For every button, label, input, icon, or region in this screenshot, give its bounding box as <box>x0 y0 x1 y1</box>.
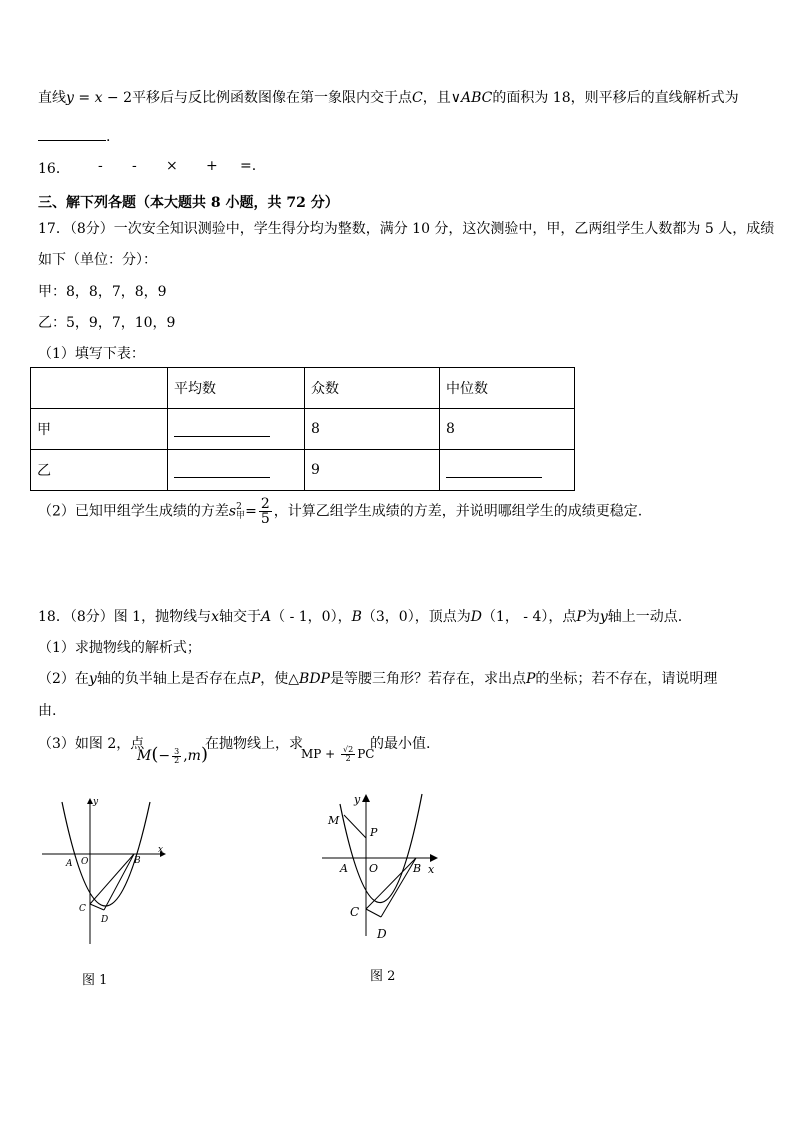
label-B: B <box>134 856 141 866</box>
q16-symbol: - <box>132 158 137 174</box>
table-header-cell: 众数 <box>305 368 440 409</box>
q17-line1: 17．（8分）一次安全知识测验中，学生得分均为整数，满分 10 分，这次测验中，甲，乙两组学生人数都为 5 人，成绩 <box>38 221 775 237</box>
q17-line2: 如下（单位：分）： <box>38 252 157 268</box>
label-A: A <box>340 862 348 875</box>
median-cell <box>440 450 575 491</box>
figure-2 <box>318 788 448 948</box>
mode-cell: 8 <box>305 409 440 450</box>
q17-jia-scores: 甲：8，8，7，8，9 <box>38 284 167 300</box>
q18-part3: （3）如图 2，点 <box>38 736 145 752</box>
figure-1 <box>30 790 180 950</box>
score-table <box>30 367 575 491</box>
label-A: A <box>66 859 73 869</box>
q15-line: 直线y = x − 2平移后与反比例函数图像在第一象限内交于点C，且∨ABC的面积为 18，则平移后的直线解析式为 <box>38 90 739 106</box>
row-label: 乙 <box>31 450 168 491</box>
min-expression: MP + $\frac{√2}{2}$ PC <box>301 745 375 763</box>
q17-part2: （2）已知甲组学生成绩的方差s 2 甲 = $\frac{2}{5}$ ，计算乙组学生成绩的方差，并说明哪组学生的成绩更稳定. <box>38 496 643 527</box>
q18-part2-cont: 由. <box>38 703 57 719</box>
point-M-expression: M(− $\frac{3}{2}$ ,m) <box>137 744 208 765</box>
label-y: y <box>354 793 361 806</box>
label-D: D <box>101 915 109 925</box>
figure-2-caption: 图 2 <box>370 969 396 984</box>
label-x: x <box>428 863 435 876</box>
figure-1-caption: 图 1 <box>82 973 108 988</box>
row-label: 甲 <box>31 409 168 450</box>
q18-part2: （2）在y轴的负半轴上是否存在点P，使△BDP是等腰三角形？若存在，求出点P的坐标；若不存在，请说明理 <box>38 671 718 687</box>
q15-answer-blank: . <box>38 126 110 145</box>
q16-symbol: + <box>206 158 218 174</box>
table-header-row <box>31 368 575 409</box>
label-y: y <box>93 797 99 807</box>
q16-symbol: × <box>166 158 178 174</box>
median-cell: 8 <box>440 409 575 450</box>
segment-DB <box>104 854 134 910</box>
label-x: x <box>158 845 164 855</box>
label-D: D <box>377 927 387 941</box>
q18-part3-end: 的最小值. <box>370 736 431 752</box>
q17-yi-scores: 乙：5，9，7，10，9 <box>38 315 176 331</box>
table-header-cell <box>31 368 168 409</box>
table-row <box>31 409 575 450</box>
x-axis-arrow <box>430 854 438 862</box>
q18-line1: 18．（8分）图 1，抛物线与x轴交于A（ - 1，0），B（3，0），顶点为D（1， - 4），点P为y轴上一动点. <box>38 609 683 625</box>
q16-symbol: =. <box>240 158 257 174</box>
label-C: C <box>350 905 360 919</box>
label-C: C <box>79 904 86 914</box>
answer-blank[interactable] <box>174 459 270 478</box>
mean-cell <box>168 450 305 491</box>
mode-cell: 9 <box>305 450 440 491</box>
label-P: P <box>370 826 378 839</box>
table-header-cell: 中位数 <box>440 368 575 409</box>
table-row <box>31 450 575 491</box>
label-B: B <box>413 862 422 875</box>
segment-CB <box>90 854 134 904</box>
q17-part1: （1）填写下表： <box>38 346 145 362</box>
answer-blank[interactable] <box>38 126 106 141</box>
answer-blank[interactable] <box>174 418 270 437</box>
q18-part1: （1）求抛物线的解析式； <box>38 640 201 656</box>
segment-DB <box>381 858 416 917</box>
q16-line: 16． <box>38 161 70 177</box>
segment-CD <box>366 909 381 917</box>
y-axis-arrow <box>362 794 370 802</box>
mean-cell <box>168 409 305 450</box>
q18-part3-mid: 在抛物线上，求 <box>205 736 303 752</box>
table-header-cell: 平均数 <box>168 368 305 409</box>
answer-blank[interactable] <box>446 459 542 478</box>
label-O: O <box>81 857 89 867</box>
parabola <box>340 794 422 903</box>
label-O: O <box>369 862 379 875</box>
q16-symbol: - <box>98 158 103 174</box>
label-M: M <box>328 814 340 827</box>
fraction: $\frac{2}{5}$ <box>260 496 270 527</box>
section-heading: 三、解下列各题（本大题共 8 小题，共 72 分） <box>38 195 339 211</box>
